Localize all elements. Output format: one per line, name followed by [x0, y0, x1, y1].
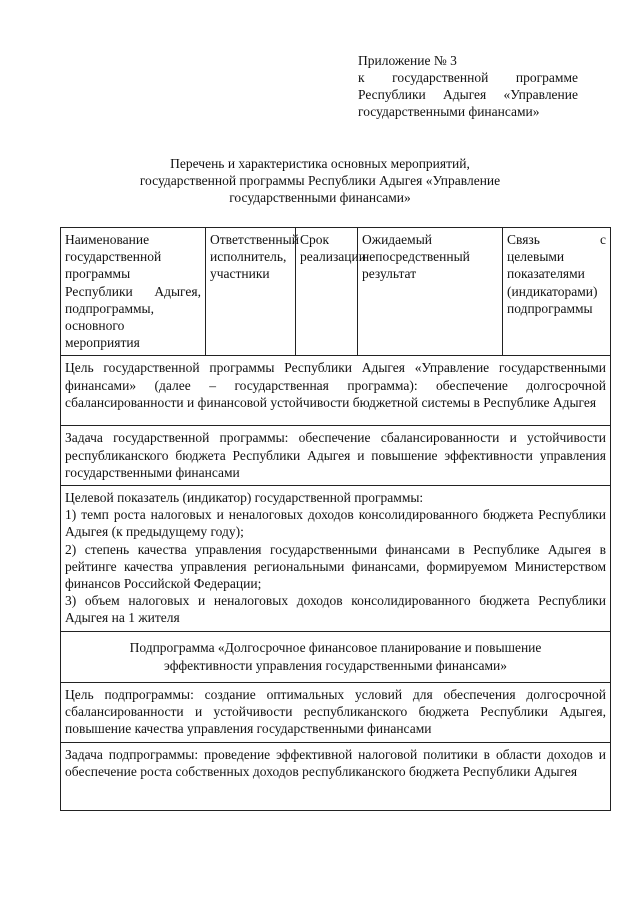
table-row	[61, 356, 611, 426]
indicator-item: 1) темп роста налоговых и неналоговых доходов консолидированного бюджета Республики Адыгея (к предыдущему году);	[65, 507, 606, 540]
subprogram-title-line-2: эффективности управления государственными финансами»	[163, 657, 507, 673]
program-indicators	[61, 486, 611, 632]
indicators-heading: Целевой показатель (индикатор) государственной программы:	[65, 490, 424, 506]
title-line-3: государственными финансами»	[229, 190, 411, 205]
table-row	[61, 683, 611, 743]
table-header-row	[61, 228, 611, 356]
title-line-1: Перечень и характеристика основных мероприятий,	[170, 156, 470, 171]
header-name: Наименование государственной программы Республики Адыгея, подпрограммы, основного мероприятия	[61, 228, 206, 356]
header-responsible: Ответственный исполнитель, участники	[206, 228, 296, 356]
header-indicators-link: Связь с целевыми показателями (индикаторами) подпрограммы	[503, 228, 611, 356]
appendix-line-2: к государственной программе	[358, 70, 578, 85]
subprogram-title	[61, 632, 611, 683]
indicator-item: 3) объем налоговых и неналоговых доходов консолидированного бюджета Республики Адыгея на 1 жителя	[65, 593, 606, 626]
table-row	[61, 632, 611, 683]
table-row	[61, 486, 611, 632]
header-term: Срок реализации	[296, 228, 358, 356]
subprogram-goal: Цель подпрограммы: создание оптимальных условий для обеспечения долгосрочной сбалансированности и устойчивости республиканского бюджета Республики Адыгея, повышение качества управления государственными финансами	[61, 683, 611, 743]
appendix-line-4: государственными финансами»	[358, 104, 540, 119]
appendix-line-3: Республики Адыгея «Управление	[358, 87, 578, 102]
indicator-item: 2) степень качества управления государственными финансами в Республике Адыгея в рейтинге качества управления региональными финансами, формируемом Министерством финансов Российской Федерации;	[65, 541, 606, 592]
title-line-2: государственной программы Республики Адыгея «Управление	[139, 173, 501, 188]
appendix-header	[358, 52, 578, 120]
table-row	[61, 742, 611, 810]
table-row	[61, 426, 611, 486]
document-title	[100, 155, 540, 206]
program-goal: Цель государственной программы Республики Адыгея «Управление государственными финансами» (далее – государственная программа): обеспечение долгосрочной сбалансированности и финансовой устойчивости бюджетной системы в Республике Адыгея	[61, 356, 611, 426]
subprogram-title-line-1: Подпрограмма «Долгосрочное финансовое планирование и повышение	[129, 640, 542, 656]
measures-table	[60, 227, 611, 811]
subprogram-task: Задача подпрограммы: проведение эффективной налоговой политики в области доходов и обеспечение роста собственных доходов республиканского бюджета Республики Адыгея	[61, 742, 611, 810]
appendix-number: Приложение № 3	[358, 53, 457, 68]
header-result: Ожидаемый непосредственный результат	[358, 228, 503, 356]
program-task: Задача государственной программы: обеспечение сбалансированности и устойчивости республиканского бюджета Республики Адыгея и повышение эффективности управления государственными финансами	[61, 426, 611, 486]
